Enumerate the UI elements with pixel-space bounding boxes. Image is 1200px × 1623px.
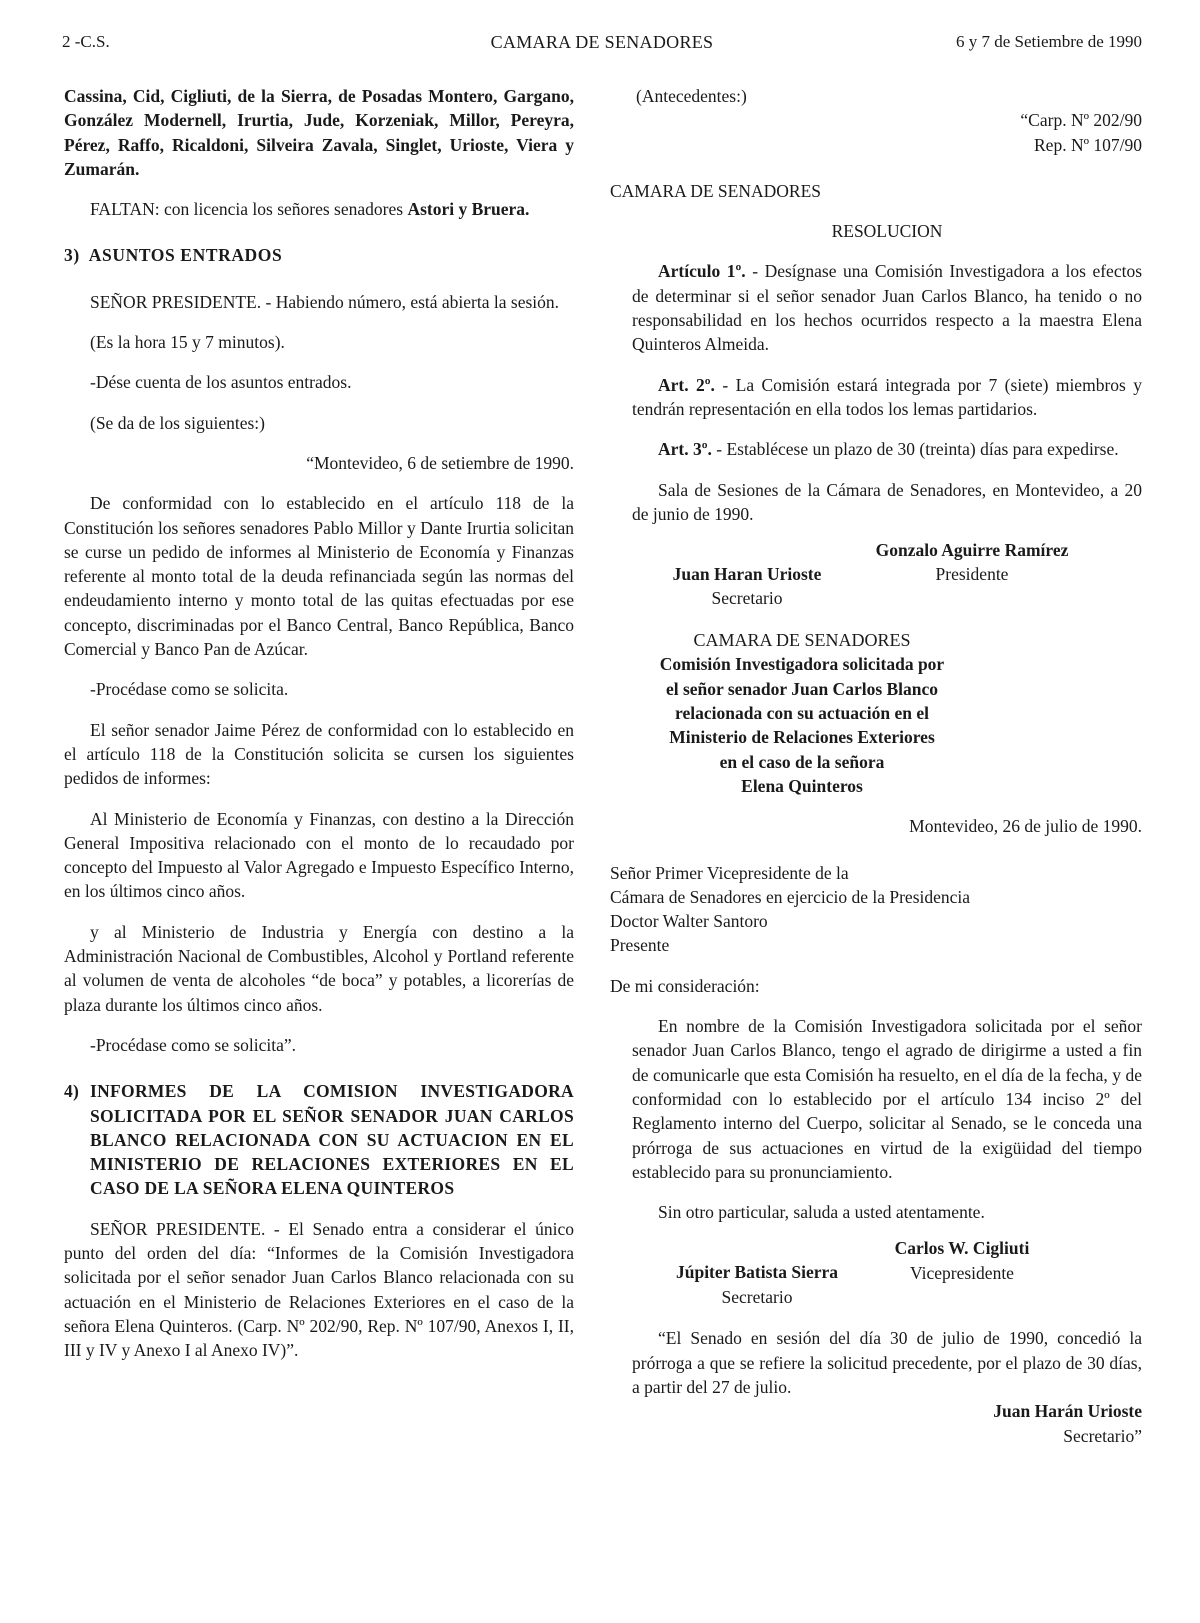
procedase-1: -Procédase como se solicita. <box>90 679 289 700</box>
resolution-title: RESOLUCION <box>831 221 943 242</box>
signature-vicepresident-name: Carlos W. Cigliuti <box>894 1238 1030 1259</box>
committee-line: relacionada con su actuación en el <box>675 703 929 724</box>
dese-cuenta: -Dése cuenta de los asuntos entrados. <box>90 372 352 393</box>
rep-number: Rep. Nº 107/90 <box>1034 134 1142 155</box>
signature-president-role: Presidente <box>935 564 1009 585</box>
final-signature-role: Secretario” <box>1063 1425 1142 1446</box>
final-signature-name: Juan Harán Urioste <box>993 1401 1142 1422</box>
carp-number: “Carp. Nº 202/90 <box>1020 110 1142 131</box>
paragraph-ministerio-industria: y al Ministerio de Industria y Energía con destino a la Administración Nacional de Combustibles, Alcohol y Portland referente al volumen de venta de alcoholes “de boca” y potables, a licorerías de plaza durante los últimos cinco años. <box>64 921 574 1015</box>
committee-chamber: CAMARA DE SENADORES <box>693 630 911 651</box>
absent-paragraph <box>64 197 574 221</box>
letter-date: Montevideo, 26 de julio de 1990. <box>909 816 1142 837</box>
president-2-text: - El Senado entra a considerar el único punto del orden del día: “Informes de la Comisión Investigadora solicitada por el señor senador Juan Carlos Blanco relacionada con su actuación en el Ministerio de Relaciones Exteriores en el caso de la señora Elena Quinteros. (Carp. Nº 202/90, Rep. Nº 107/90, Anexos I, II, III y IV y Anexo I al Anexo IV)”. <box>64 1218 575 1361</box>
letter-body: En nombre de la Comisión Investigadora solicitada por el señor senador Juan Carlos Blanco, tengo el agrado de dirigirme a usted a fin de comunicarle que esta Comisión ha resuelto, en el día de la fecha, y de conformidad con lo establecido por el artículo 134 inciso 2º del Reglamento interno del Cuerpo, solicitar al Senado, se le conceda una prórroga de sus actuaciones en virtud de la exigüidad del tiempo establecido para su pronunciamiento. <box>632 1016 1142 1182</box>
article-1-text: - Desígnase una Comisión Investigadora a los efectos de determinar si el señor senador Juan Carlos Blanco, ha tenido o no responsabilidad en los hechos ocurridos respecto a la maestra Elena Quinteros Almeida. <box>632 261 1143 355</box>
president-text: - Habiendo número, está abierta la sesión. <box>265 291 560 312</box>
signature-secretary-2 <box>632 1260 882 1309</box>
addressee-line: Señor Primer Vicepresidente de la <box>610 862 849 883</box>
antecedentes: (Antecedentes:) <box>636 86 747 106</box>
left-column <box>64 84 574 1362</box>
article-3-text: - Establécese un plazo de 30 (treinta) días para expedirse. <box>716 439 1119 460</box>
committee-line: Elena Quinteros <box>741 775 863 796</box>
committee-line: Comisión Investigadora solicitada por <box>659 654 945 675</box>
article-3 <box>632 437 1142 461</box>
president-consideration <box>64 1217 574 1363</box>
article-2-text: - La Comisión estará integrada por 7 (siete) miembros y tendrán representación en ella todos los lemas partidarios. <box>632 374 1143 419</box>
signature-president-name: Gonzalo Aguirre Ramírez <box>875 540 1069 561</box>
paragraph-perez: El señor senador Jaime Pérez de conformidad con lo establecido en el artículo 118 de la Constitución solicita se cursen los siguientes pedidos de informes: <box>64 719 574 789</box>
page-number: 2 -C.S. <box>62 32 110 51</box>
committee-block <box>632 628 972 798</box>
attendees-list: Cassina, Cid, Cigliuti, de la Sierra, de Posadas Montero, Gargano, González Modernell, Irurtia, Jude, Korzeniak, Millor, Pereyra, Pérez, Raffo, Ricaldoni, Silveira Zavala, Singlet, Urioste, Viera y Zumarán. <box>64 86 574 179</box>
article-1-label: Artículo 1º. <box>658 261 746 282</box>
closing-line: Sin otro particular, saluda a usted atentamente. <box>658 1202 985 1223</box>
paragraph-millor-irurtia: De conformidad con lo establecido en el artículo 118 de la Constitución los señores senadores Pablo Millor y Dante Irurtia solicitan se curse un pedido de informes al Ministerio de Economía y Finanzas referente al monto total de la deuda refinanciada según las normas del endeudamiento interno y monto total de las quitas efectuadas por ese concepto, discriminadas por el Banco Central, Banco República, Banco Comercial y Banco Pan de Azúcar. <box>64 493 574 660</box>
absent-text: con licencia los señores senadores <box>163 199 404 220</box>
article-1 <box>632 259 1142 356</box>
addressee-block <box>610 861 1142 958</box>
addressee-line: Doctor Walter Santoro <box>610 911 768 932</box>
president-opening <box>64 290 574 314</box>
montevideo-date: “Montevideo, 6 de setiembre de 1990. <box>306 452 574 473</box>
addressee-line: Cámara de Senadores en ejercicio de la Presidencia <box>610 886 971 907</box>
section-4-heading <box>64 1079 574 1200</box>
paragraph-ministerio-economia: Al Ministerio de Economía y Finanzas, con destino a la Dirección General Impositiva relacionado con el monto de lo recaudado por concepto del Impuesto al Valor Agregado e Impuesto Específico Interno, en los últimos cinco años. <box>64 808 574 902</box>
absent-names: Astori y Bruera. <box>407 199 530 220</box>
section-3-number: 3) <box>64 245 80 266</box>
section-4-number: 4) <box>64 1081 80 1102</box>
signature-secretary-2-role: Secretario <box>721 1286 793 1307</box>
signature-vicepresident-role: Vicepresidente <box>910 1262 1014 1283</box>
signature-secretary <box>632 562 862 611</box>
sala-sesiones: Sala de Sesiones de la Cámara de Senadores, en Montevideo, a 20 de junio de 1990. <box>632 479 1142 524</box>
salutation: De mi consideración: <box>610 975 760 996</box>
section-3-heading <box>64 243 574 267</box>
right-column <box>610 84 1143 1448</box>
publication-title: CAMARA DE SENADORES <box>490 32 714 52</box>
absent-label: FALTAN: <box>90 199 160 220</box>
signatures-letter <box>632 1236 1142 1310</box>
procedase-2: -Procédase como se solicita”. <box>90 1034 297 1055</box>
signature-president <box>842 538 1102 587</box>
senate-extension: “El Senado en sesión del día 30 de julio de 1990, concedió la prórroga a que se refiere la solicitud precedente, por el plazo de 30 días, a partir del 27 de julio. <box>632 1328 1142 1397</box>
president-2-label: SEÑOR PRESIDENTE. <box>90 1218 266 1239</box>
signature-secretary-2-name: Júpiter Batista Sierra <box>675 1262 839 1283</box>
signatures-resolution <box>632 538 1142 612</box>
page-header <box>62 32 1142 56</box>
signature-secretary-role: Secretario <box>711 588 783 609</box>
article-2-label: Art. 2º. <box>658 374 715 395</box>
article-3-label: Art. 3º. <box>658 439 712 460</box>
committee-line: el señor senador Juan Carlos Blanco <box>665 678 939 699</box>
signature-secretary-name: Juan Haran Urioste <box>672 564 822 585</box>
president-label: SEÑOR PRESIDENTE. <box>90 291 262 312</box>
session-date: 6 y 7 de Setiembre de 1990 <box>955 32 1142 51</box>
section-4-title: INFORMES DE LA COMISION INVESTIGADORA SOLICITADA POR EL SEÑOR SENADOR JUAN CARLOS BLANCO RELACIONADA CON SU ACTUACION EN EL MINISTERIO DE RELACIONES EXTERIORES EN EL CASO DE LA SEÑORA ELENA QUINTEROS <box>90 1081 574 1199</box>
session-hour: (Es la hora 15 y 7 minutos). <box>90 332 285 353</box>
addressee-line: Presente <box>610 935 670 956</box>
article-2 <box>632 373 1142 422</box>
committee-line: Ministerio de Relaciones Exteriores <box>669 727 935 748</box>
committee-line: en el caso de la señora <box>719 751 885 772</box>
section-3-title: ASUNTOS ENTRADOS <box>88 245 283 266</box>
se-da: (Se da de los siguientes:) <box>90 412 265 433</box>
resolution-chamber: CAMARA DE SENADORES <box>610 180 821 201</box>
